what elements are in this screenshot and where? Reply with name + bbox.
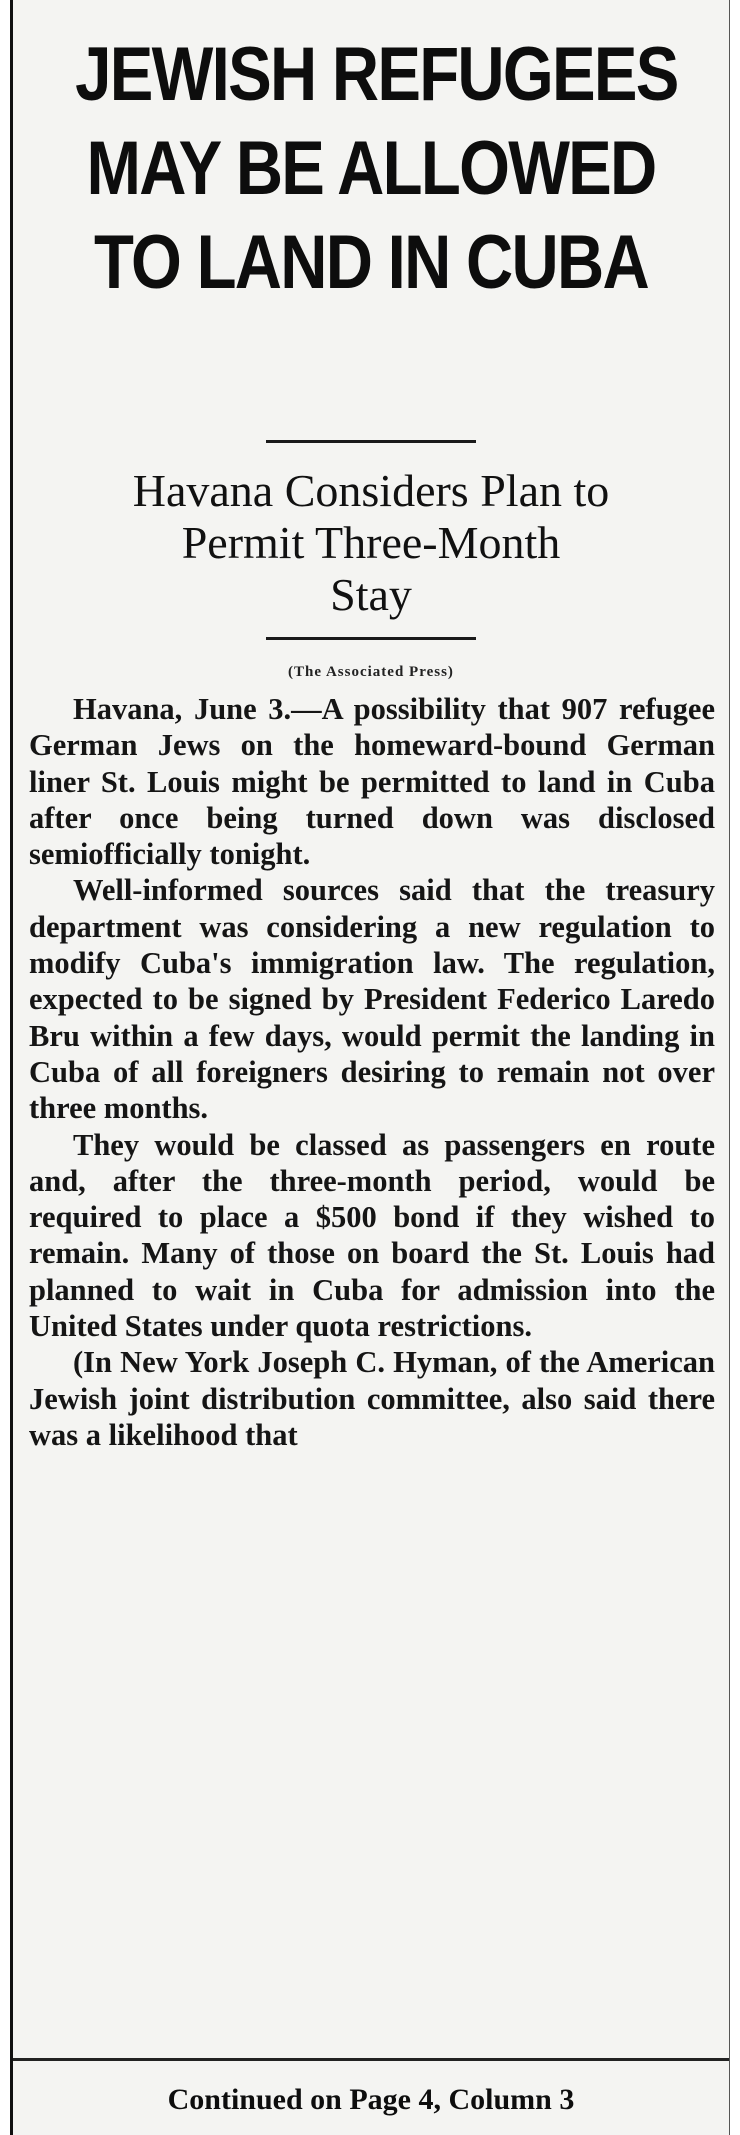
headline-divider [266,440,476,443]
wire-credit: (The Associated Press) [288,664,454,680]
subheadline-line-1: Havana Considers Plan to [132,465,610,516]
article-paragraph-2: Well-informed sources said that the treasury department was considering a new regulation to modify Cuba's immigration law. The regulation, expected to be signed by President Federico Laredo Bru within a few days, would permit the landing in Cuba of all foreigners desiring to remain not over three months. [29,873,715,1126]
continued-line: Continued on Page 4, Column 3 [13,2058,729,2117]
subheadline-divider [266,637,476,640]
article-paragraph-1: Havana, June 3.—A possibility that 907 refugee German Jews on the homeward-bound German liner St. Louis might be permitted to land in Cuba after once being turned down was disclosed semiofficially tonight. [29,692,715,872]
subheadline-line-3: Stay [330,569,412,620]
newspaper-clipping [10,0,730,2135]
subheadline-line-2: Permit Three-Month [181,517,561,568]
article-paragraph-3: They would be classed as passengers en route and, after the three-month period, would be required to place a $500 bond if they wished to remain. Many of those on board the St. Louis had planned to wait in Cuba for admission into the United States under quota restrictions. [29,1127,715,1344]
headline-line-1: JEWISH REFUGEES [75,32,678,117]
headline [63,28,679,310]
article-paragraph-4: (In New York Joseph C. Hyman, of the American Jewish joint distribution committee, also said there was a likelihood that [29,1345,715,1452]
headline-line-2: MAY BE ALLOWED [86,126,656,211]
headline-line-3: TO LAND IN CUBA [94,220,648,305]
article-body [13,691,729,1453]
subheadline [13,465,729,621]
